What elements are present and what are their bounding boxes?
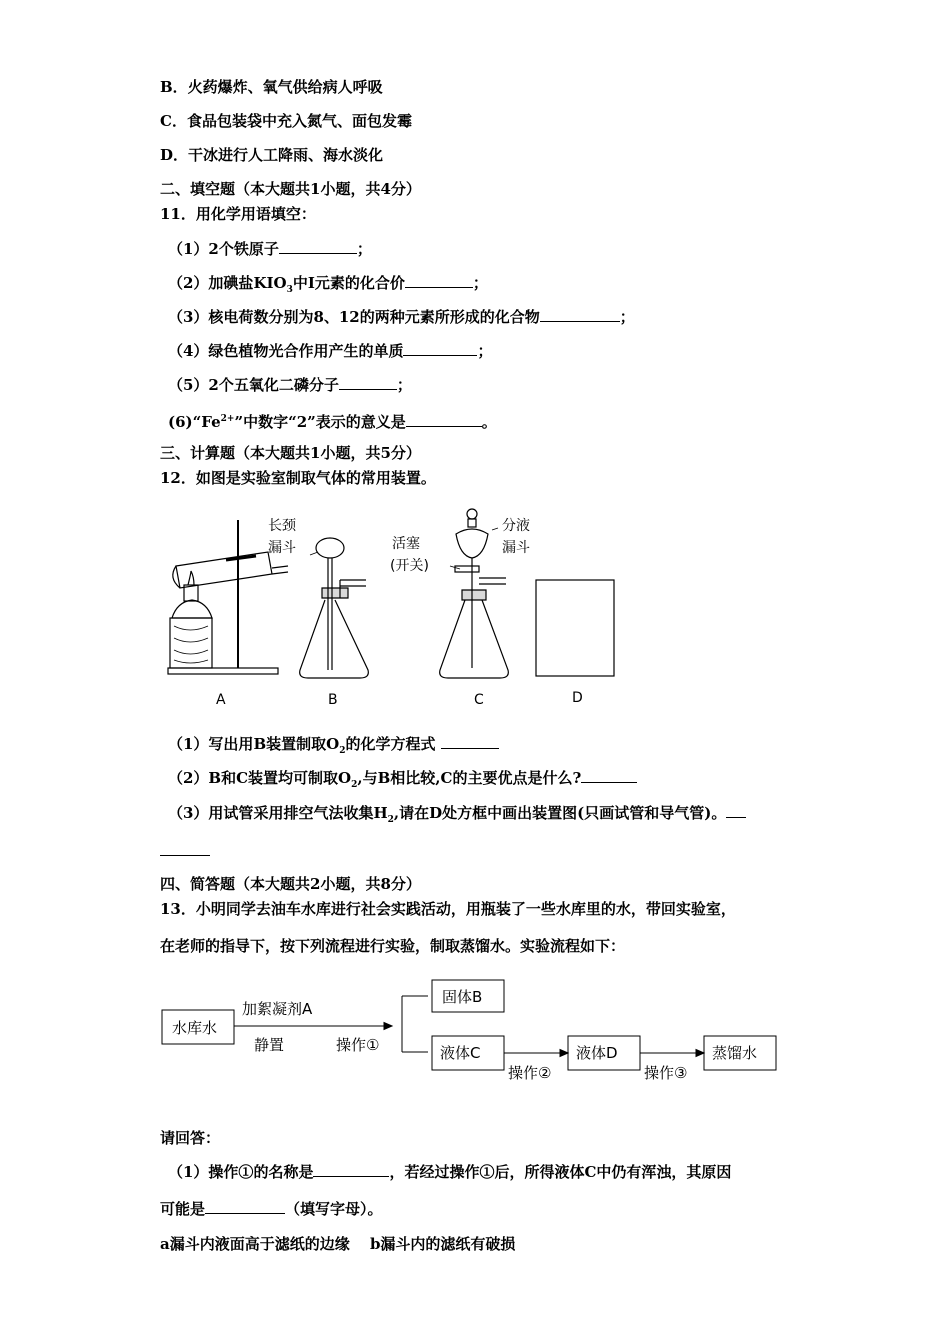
q11-part5 bbox=[168, 375, 412, 395]
subscript: 3 bbox=[286, 285, 293, 295]
semicolon: ； bbox=[356, 240, 372, 258]
q12-part2-text-end: ,与B相比较,C的主要优点是什么? bbox=[357, 769, 582, 787]
flow-op1: 操作① bbox=[336, 1036, 380, 1054]
answer-blank-continued[interactable] bbox=[160, 855, 210, 856]
flow-start: 水库水 bbox=[172, 1019, 218, 1037]
label-changjing-2: 漏斗 bbox=[268, 540, 296, 556]
section2-heading: 二、填空题（本大题共1小题，共4分） bbox=[160, 180, 421, 198]
q11-part2-text-end: 中I元素的化合价 bbox=[292, 274, 405, 292]
apparatus-figure bbox=[160, 500, 640, 715]
q13-part1-line2 bbox=[160, 1199, 383, 1219]
q12-part2-text: （2）B和C装置均可制取O bbox=[168, 769, 352, 787]
answer-blank[interactable] bbox=[581, 768, 637, 783]
label-kaiguan: (开关) bbox=[390, 558, 429, 574]
q11-part3-text: （3）核电荷数分别为8、12的两种元素所形成的化合物 bbox=[168, 308, 540, 326]
q12-part1-text-end: 的化学方程式 bbox=[345, 735, 436, 753]
flow-liquid-d: 液体D bbox=[576, 1044, 618, 1062]
answer-blank[interactable] bbox=[279, 239, 357, 254]
flow-solid: 固体B bbox=[442, 988, 483, 1006]
semicolon: ； bbox=[619, 308, 635, 326]
answer-prompt: 请回答： bbox=[160, 1129, 221, 1147]
q12-part1 bbox=[168, 734, 499, 761]
answer-blank[interactable] bbox=[405, 273, 473, 288]
label-changjing-1: 长颈 bbox=[268, 518, 296, 534]
q13-part1-text: （1）操作①的名称是 bbox=[168, 1163, 314, 1181]
q12-title: 12．如图是实验室制取气体的常用装置。 bbox=[160, 469, 436, 487]
option-d: D．干冰进行人工降雨、海水淡化 bbox=[160, 146, 384, 164]
q11-part1 bbox=[168, 239, 372, 259]
q11-part6-text-end: ”中数字“2”表示的意义是 bbox=[234, 413, 406, 431]
q11-part6-text: (6)“Fe bbox=[168, 413, 221, 431]
q13-part1-line2-text: 可能是 bbox=[160, 1200, 206, 1218]
q11-part5-text: （5）2个五氧化二磷分子 bbox=[168, 376, 339, 394]
flow-arrow1-bottom: 静置 bbox=[254, 1036, 285, 1054]
superscript: 2+ bbox=[220, 414, 235, 424]
answer-blank[interactable] bbox=[540, 307, 620, 322]
option-b: B．火药爆炸、氧气供给病人呼吸 bbox=[160, 78, 383, 96]
q11-part2 bbox=[168, 273, 488, 300]
flow-arrow1-top: 加絮凝剂A bbox=[242, 1000, 313, 1018]
flow-liquid-c: 液体C bbox=[440, 1044, 481, 1062]
semicolon: ； bbox=[477, 342, 493, 360]
answer-blank[interactable] bbox=[313, 1162, 389, 1177]
section4-heading: 四、简答题（本大题共2小题，共8分） bbox=[160, 875, 421, 893]
answer-blank[interactable] bbox=[406, 412, 482, 427]
flow-diagram bbox=[160, 978, 790, 1088]
q13-choices: a漏斗内液面高于滤纸的边缘 b漏斗内的滤纸有破损 bbox=[160, 1235, 516, 1253]
q11-part1-text: （1）2个铁原子 bbox=[168, 240, 279, 258]
q11-title: 11．用化学用语填空： bbox=[160, 205, 316, 223]
answer-blank[interactable] bbox=[403, 341, 477, 356]
subscript: 2 bbox=[387, 815, 394, 825]
apparatus-c bbox=[440, 509, 509, 678]
q12-part3-text: （3）用试管采用排空气法收集H bbox=[168, 804, 388, 822]
q11-part6 bbox=[168, 409, 497, 432]
q12-part2 bbox=[168, 768, 637, 795]
q13-line2: 在老师的指导下，按下列流程进行实验，制取蒸馏水。实验流程如下： bbox=[160, 937, 626, 955]
answer-blank[interactable] bbox=[441, 734, 499, 749]
q13-part1-line2-end: （填写字母）。 bbox=[285, 1200, 383, 1218]
q11-part2-text: （2）加碘盐KIO bbox=[168, 274, 287, 292]
semicolon: ； bbox=[472, 274, 488, 292]
q12-part3-text-end: ,请在D处方框中画出装置图(只画试管和导气管)。 bbox=[393, 804, 727, 822]
answer-blank[interactable] bbox=[339, 375, 397, 390]
subscript: 2 bbox=[339, 746, 346, 756]
label-c: C bbox=[474, 692, 484, 708]
q11-part4 bbox=[168, 341, 492, 361]
apparatus-d-box bbox=[536, 580, 614, 676]
q11-part3 bbox=[168, 307, 635, 327]
q12-part3 bbox=[168, 803, 746, 830]
apparatus-b bbox=[300, 538, 369, 678]
label-fenye-1: 分液 bbox=[502, 518, 530, 534]
q12-part1-text: （1）写出用B装置制取O bbox=[168, 735, 340, 753]
flow-op2: 操作② bbox=[508, 1064, 552, 1082]
flow-final: 蒸馏水 bbox=[712, 1044, 758, 1062]
label-huosai: 活塞 bbox=[392, 536, 420, 552]
q11-part4-text: （4）绿色植物光合作用产生的单质 bbox=[168, 342, 404, 360]
label-fenye-2: 漏斗 bbox=[502, 540, 530, 556]
label-a: A bbox=[216, 692, 226, 708]
label-b: B bbox=[328, 692, 338, 708]
section3-heading: 三、计算题（本大题共1小题，共5分） bbox=[160, 444, 421, 462]
period: 。 bbox=[481, 413, 497, 431]
label-d: D bbox=[572, 690, 583, 706]
answer-blank[interactable] bbox=[205, 1199, 285, 1214]
semicolon: ； bbox=[396, 376, 412, 394]
answer-blank[interactable] bbox=[726, 803, 746, 818]
flow-op3: 操作③ bbox=[644, 1064, 688, 1082]
q13-part1 bbox=[168, 1162, 731, 1182]
q13-part1-text-mid: ，若经过操作①后，所得液体C中仍有浑浊，其原因 bbox=[389, 1163, 732, 1181]
subscript: 2 bbox=[351, 780, 358, 790]
q13-line1: 13．小明同学去油车水库进行社会实践活动，用瓶装了一些水库里的水，带回实验室， bbox=[160, 900, 736, 918]
option-c: C．食品包装袋中充入氮气、面包发霉 bbox=[160, 112, 412, 130]
